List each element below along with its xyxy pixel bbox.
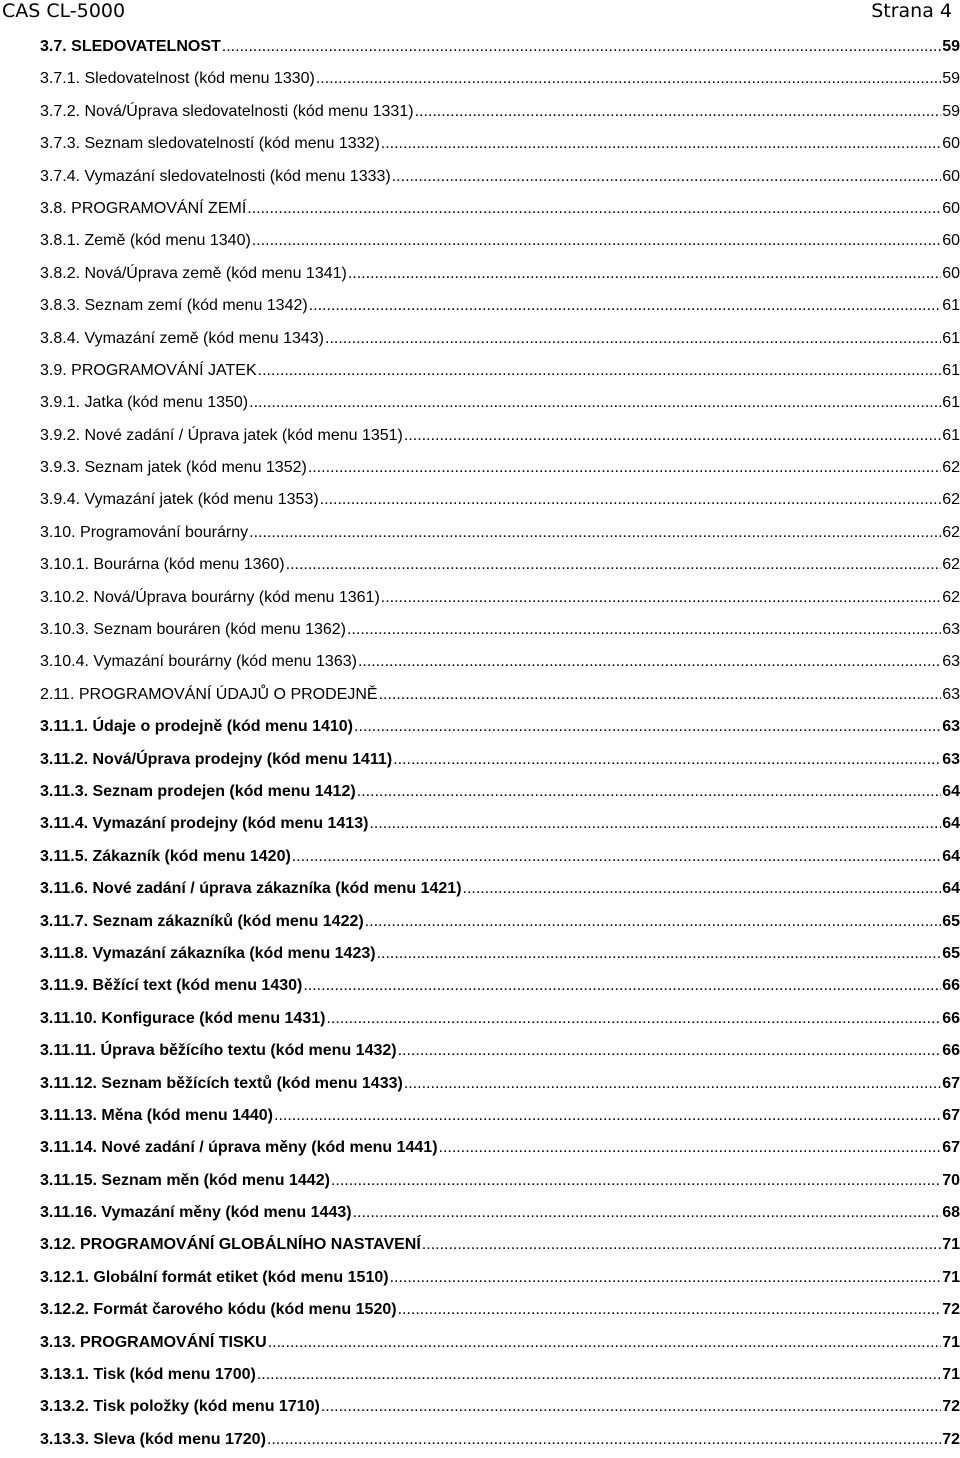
toc-entry[interactable] [40, 1294, 960, 1326]
toc-entry-number: 3.7. [40, 38, 67, 55]
toc-entry-title: Úprava běžícího textu (kód menu 1432) [100, 1042, 397, 1060]
toc-entry-title: Země (kód menu 1340) [84, 232, 251, 250]
toc-entry-page: 62 [942, 523, 960, 541]
toc-dot-leader [398, 1035, 942, 1067]
toc-entry-number: 3.13.2. [40, 1398, 89, 1416]
toc-entry[interactable] [40, 193, 960, 225]
toc-entry-title: Vymazání země (kód menu 1343) [84, 329, 325, 347]
toc-entry-page: 63 [942, 685, 960, 703]
toc-entry-title: Tisk položky (kód menu 1710) [93, 1398, 320, 1416]
toc-entry[interactable] [40, 1327, 960, 1359]
toc-entry-page: 64 [942, 815, 960, 833]
toc-dot-leader [381, 128, 941, 160]
toc-dot-leader [325, 323, 941, 355]
toc-entry-number: 3.7.2. [40, 102, 81, 120]
toc-entry-title: Nová/Úprava bourárny (kód menu 1361) [93, 588, 380, 606]
toc-entry-title: Údaje o prodejně (kód menu 1410) [92, 718, 353, 736]
toc-entry-title: Nové zadání / úprava zákazníka (kód menu 1421) [92, 880, 462, 898]
toc-entry-title: PROGRAMOVÁNÍ JATEK [71, 361, 257, 379]
toc-dot-leader [292, 841, 941, 873]
toc-dot-leader [463, 873, 942, 905]
toc-dot-leader [347, 614, 941, 646]
toc-entry-title: Nová/Úprava sledovatelnosti (kód menu 1331) [84, 102, 414, 120]
toc-entry-number: 3.11.10. [40, 1009, 97, 1027]
toc-dot-leader [390, 1262, 942, 1294]
toc-entry[interactable] [40, 549, 960, 581]
toc-dot-leader [309, 290, 942, 322]
toc-dot-leader [357, 776, 942, 808]
toc-entry-page: 64 [942, 880, 960, 898]
toc-entry-number: 3.11.16. [40, 1204, 97, 1222]
toc-entry-number: 3.11.5. [40, 847, 89, 865]
toc-entry-page: 60 [942, 264, 960, 282]
toc-entry-title: Konfigurace (kód menu 1431) [101, 1009, 326, 1027]
toc-entry-title: Jatka (kód menu 1350) [84, 394, 249, 412]
toc-entry-number: 3.11.4. [40, 815, 89, 833]
toc-entry-page: 63 [942, 621, 960, 639]
toc-entry-number: 3.8. [40, 199, 67, 217]
toc-entry[interactable] [40, 517, 960, 549]
toc-entry-number: 3.11.9. [40, 977, 89, 995]
toc-dot-leader [321, 1391, 941, 1423]
toc-entry-title: Sleva (kód menu 1720) [93, 1430, 266, 1448]
toc-dot-leader [257, 1359, 941, 1391]
toc-entry-page: 61 [942, 297, 960, 315]
toc-entry[interactable] [40, 614, 960, 646]
toc-entry-title: SLEDOVATELNOST [71, 38, 221, 55]
toc-entry-page: 71 [942, 1236, 960, 1254]
toc-entry[interactable] [40, 744, 960, 776]
toc-dot-leader [354, 711, 941, 743]
toc-dot-leader [331, 1165, 941, 1197]
toc-entry-title: Sledovatelnost (kód menu 1330) [84, 70, 315, 88]
toc-entry[interactable] [40, 387, 960, 419]
toc-entry-number: 3.8.2. [40, 264, 81, 282]
toc-dot-leader [358, 646, 941, 678]
toc-entry-page: 71 [942, 1268, 960, 1286]
toc-entry-number: 3.11.11. [40, 1042, 97, 1060]
toc-dot-leader [379, 679, 942, 711]
toc-dot-leader [377, 938, 942, 970]
toc-dot-leader [404, 1068, 941, 1100]
toc-entry[interactable] [40, 96, 960, 128]
toc-entry-number: 3.11.1. [40, 718, 89, 736]
toc-entry[interactable] [40, 1035, 960, 1067]
toc-entry-title: Tisk (kód menu 1700) [93, 1366, 256, 1384]
toc-dot-leader [392, 161, 941, 193]
toc-dot-leader [249, 517, 941, 549]
toc-entry[interactable] [40, 420, 960, 452]
toc-entry-title: Vymazání sledovatelnosti (kód menu 1333) [84, 167, 391, 185]
toc-entry-page: 60 [942, 135, 960, 153]
toc-entry-title: Seznam běžících textů (kód menu 1433) [101, 1074, 403, 1092]
toc-entry[interactable] [40, 711, 960, 743]
toc-entry-title: Nová/Úprava prodejny (kód menu 1411) [92, 750, 393, 768]
toc-dot-leader [268, 1327, 941, 1359]
toc-entry-number: 3.7.1. [40, 70, 81, 88]
toc-entry[interactable] [40, 1262, 960, 1294]
toc-entry-title: Programování bourárny [80, 523, 249, 541]
toc-entry-number: 3.11.15. [40, 1171, 97, 1189]
toc-entry-page: 72 [942, 1301, 960, 1319]
toc-entry-title: Vymazání zákazníka (kód menu 1423) [92, 944, 376, 962]
toc-dot-leader [249, 387, 941, 419]
toc-entry-title: Seznam jatek (kód menu 1352) [84, 459, 307, 477]
toc-dot-leader [308, 452, 941, 484]
toc-dot-leader [439, 1132, 942, 1164]
toc-dot-leader [422, 1229, 941, 1261]
toc-dot-leader [320, 484, 942, 516]
toc-entry-page: 62 [942, 491, 960, 509]
toc-entry-number: 3.11.12. [40, 1074, 97, 1092]
toc-entry-title: Formát čarového kódu (kód menu 1520) [93, 1301, 397, 1319]
toc-entry-title: PROGRAMOVÁNÍ ÚDAJŮ O PRODEJNĚ [78, 685, 378, 703]
toc-entry-title: Bourárna (kód menu 1360) [93, 556, 285, 574]
toc-entry[interactable] [40, 906, 960, 938]
toc-dot-leader [404, 420, 941, 452]
toc-entry-title: Seznam sledovatelností (kód menu 1332) [84, 135, 380, 153]
toc-entry-page: 65 [942, 912, 960, 930]
toc-entry[interactable] [40, 452, 960, 484]
toc-entry-number: 3.11.13. [40, 1106, 97, 1124]
toc-entry-number: 3.12.2. [40, 1301, 89, 1319]
toc-entry-title: Nové zadání / Úprava jatek (kód menu 1351) [84, 426, 403, 444]
toc-dot-leader [353, 1197, 942, 1229]
toc-entry-page: 65 [942, 944, 960, 962]
toc-entry-number: 3.13.1. [40, 1366, 89, 1384]
toc-entry[interactable] [40, 808, 960, 840]
toc-entry-page: 60 [942, 167, 960, 185]
toc-entry-number: 3.8.1. [40, 232, 81, 250]
toc-entry[interactable] [40, 1424, 960, 1456]
toc-entry[interactable] [40, 1132, 960, 1164]
toc-entry-page: 67 [942, 1106, 960, 1124]
toc-entry-page: 60 [942, 232, 960, 250]
toc-entry-title: Seznam prodejen (kód menu 1412) [92, 782, 356, 800]
toc-entry[interactable] [40, 646, 960, 678]
toc-dot-leader [369, 808, 941, 840]
toc-entry-page: 68 [942, 1204, 960, 1222]
toc-entry-page: 61 [942, 394, 960, 412]
toc-entry-page: 61 [942, 361, 960, 379]
toc-entry-number: 3.10.3. [40, 621, 89, 639]
toc-entry[interactable] [40, 1165, 960, 1197]
toc-entry-page: 72 [942, 1398, 960, 1416]
toc-entry-title: Nová/Úprava země (kód menu 1341) [84, 264, 347, 282]
toc-entry-page: 64 [942, 782, 960, 800]
toc-entry-title: Seznam bouráren (kód menu 1362) [93, 621, 346, 639]
toc-entry-number: 3.9. [40, 361, 67, 379]
toc-entry-number: 3.11.2. [40, 750, 89, 768]
toc-entry-page: 70 [942, 1171, 960, 1189]
toc-dot-leader [316, 63, 941, 95]
toc-entry[interactable] [40, 679, 960, 711]
page-header [0, 0, 960, 24]
toc-entry[interactable] [40, 1229, 960, 1261]
toc-entry-title: Globální formát etiket (kód menu 1510) [93, 1268, 389, 1286]
toc-entry-title: Seznam zákazníků (kód menu 1422) [92, 912, 364, 930]
toc-dot-leader [252, 225, 941, 257]
toc-entry-title: Vymazání bourárny (kód menu 1363) [93, 653, 357, 671]
toc-entry-title: PROGRAMOVÁNÍ TISKU [80, 1333, 267, 1351]
toc-entry-page: 71 [942, 1333, 960, 1351]
toc-entry-page: 67 [942, 1139, 960, 1157]
toc-dot-leader [303, 970, 941, 1002]
toc-entry[interactable] [40, 776, 960, 808]
toc-entry-page: 63 [942, 718, 960, 736]
toc-entry[interactable] [40, 225, 960, 257]
toc-dot-leader [326, 1003, 941, 1035]
toc-entry[interactable] [40, 355, 960, 387]
toc-entry-page: 63 [942, 653, 960, 671]
toc-entry[interactable] [40, 1003, 960, 1035]
toc-entry[interactable] [40, 1197, 960, 1229]
toc-entry-title: Seznam zemí (kód menu 1342) [84, 297, 308, 315]
toc-entry-page: 72 [942, 1430, 960, 1448]
toc-entry-number: 3.10.1. [40, 556, 89, 574]
toc-entry-title: Vymazání jatek (kód menu 1353) [84, 491, 319, 509]
toc-entry-number: 3.13.3. [40, 1430, 89, 1448]
toc-entry-number: 3.11.3. [40, 782, 89, 800]
toc-entry[interactable] [40, 938, 960, 970]
toc-dot-leader [381, 582, 941, 614]
toc-entry-page: 61 [942, 426, 960, 444]
toc-entry-number: 3.10.4. [40, 653, 89, 671]
toc-entry-number: 3.9.4. [40, 491, 81, 509]
toc-entry-number: 3.9.2. [40, 426, 81, 444]
toc-entry[interactable] [40, 63, 960, 95]
toc-entry[interactable] [40, 970, 960, 1002]
toc-entry-page: 66 [942, 977, 960, 995]
toc-entry[interactable] [40, 258, 960, 290]
toc-entry-page: 67 [942, 1074, 960, 1092]
toc-entry[interactable] [40, 161, 960, 193]
toc-dot-leader [398, 1294, 942, 1326]
toc-entry-number: 3.12.1. [40, 1268, 89, 1286]
toc-dot-leader [222, 31, 941, 63]
toc-entry[interactable] [40, 323, 960, 355]
toc-entry-title: Měna (kód menu 1440) [101, 1106, 274, 1124]
toc-entry-number: 2.11. [40, 685, 75, 703]
toc-entry[interactable] [40, 1100, 960, 1132]
toc-entry[interactable] [40, 582, 960, 614]
toc-entry-title: PROGRAMOVÁNÍ ZEMÍ [71, 199, 247, 217]
toc-dot-leader [247, 193, 941, 225]
toc-entry-title: Vymazání měny (kód menu 1443) [101, 1204, 352, 1222]
toc-entry-page: 63 [942, 750, 960, 768]
toc-entry-page: 61 [942, 329, 960, 347]
document-title: CAS CL-5000 [2, 0, 126, 22]
toc-dot-leader [258, 355, 942, 387]
page-number: Strana 4 [871, 0, 952, 22]
toc-dot-leader [348, 258, 941, 290]
toc-dot-leader [286, 549, 942, 581]
toc-entry-page: 66 [942, 1009, 960, 1027]
toc-entry-number: 3.11.14. [40, 1139, 97, 1157]
toc-entry-title: PROGRAMOVÁNÍ GLOBÁLNÍHO NASTAVENÍ [80, 1236, 421, 1254]
toc-entry-page: 62 [942, 556, 960, 574]
toc-entry-number: 3.12. [40, 1236, 76, 1254]
toc-entry-page: 62 [942, 588, 960, 606]
toc-entry-page: 60 [942, 199, 960, 217]
toc-entry-number: 3.9.3. [40, 459, 81, 477]
toc-entry-number: 3.11.6. [40, 880, 89, 898]
toc-entry-title: Seznam měn (kód menu 1442) [101, 1171, 330, 1189]
toc-dot-leader [415, 96, 942, 128]
toc-entry-number: 3.10.2. [40, 588, 89, 606]
toc-dot-leader [365, 906, 942, 938]
toc-entry[interactable] [40, 31, 960, 63]
toc-entry-number: 3.10. [40, 523, 76, 541]
toc-entry-title: Běžící text (kód menu 1430) [92, 977, 303, 995]
toc-entry[interactable] [40, 484, 960, 516]
toc-entry-title: Zákazník (kód menu 1420) [92, 847, 291, 865]
toc-entry-number: 3.11.7. [40, 912, 89, 930]
toc-entry-page: 59 [942, 38, 960, 55]
toc-entry-title: Nové zadání / úprava měny (kód menu 1441) [101, 1139, 438, 1157]
toc-entry-page: 66 [942, 1042, 960, 1060]
toc-entry[interactable] [40, 1391, 960, 1423]
toc-entry[interactable] [40, 1068, 960, 1100]
toc-entry[interactable] [40, 841, 960, 873]
toc-entry[interactable] [40, 1359, 960, 1391]
toc-entry-title: Vymazání prodejny (kód menu 1413) [92, 815, 369, 833]
toc-entry-page: 59 [942, 102, 960, 120]
toc-entry-page: 59 [942, 70, 960, 88]
toc-entry[interactable] [40, 290, 960, 322]
toc-entry[interactable] [40, 873, 960, 905]
toc-entry-number: 3.8.4. [40, 329, 81, 347]
toc-entry-number: 3.7.4. [40, 167, 81, 185]
toc-dot-leader [274, 1100, 941, 1132]
toc-entry-number: 3.13. [40, 1333, 76, 1351]
toc-entry-page: 71 [942, 1366, 960, 1384]
toc-entry-number: 3.8.3. [40, 297, 81, 315]
toc-dot-leader [393, 744, 941, 776]
toc-entry-page: 64 [942, 847, 960, 865]
table-of-contents [40, 31, 960, 1456]
toc-dot-leader [267, 1424, 941, 1456]
toc-entry-number: 3.7.3. [40, 135, 81, 153]
toc-entry-number: 3.11.8. [40, 944, 89, 962]
toc-entry[interactable] [40, 128, 960, 160]
toc-entry-number: 3.9.1. [40, 394, 81, 412]
toc-entry-page: 62 [942, 459, 960, 477]
